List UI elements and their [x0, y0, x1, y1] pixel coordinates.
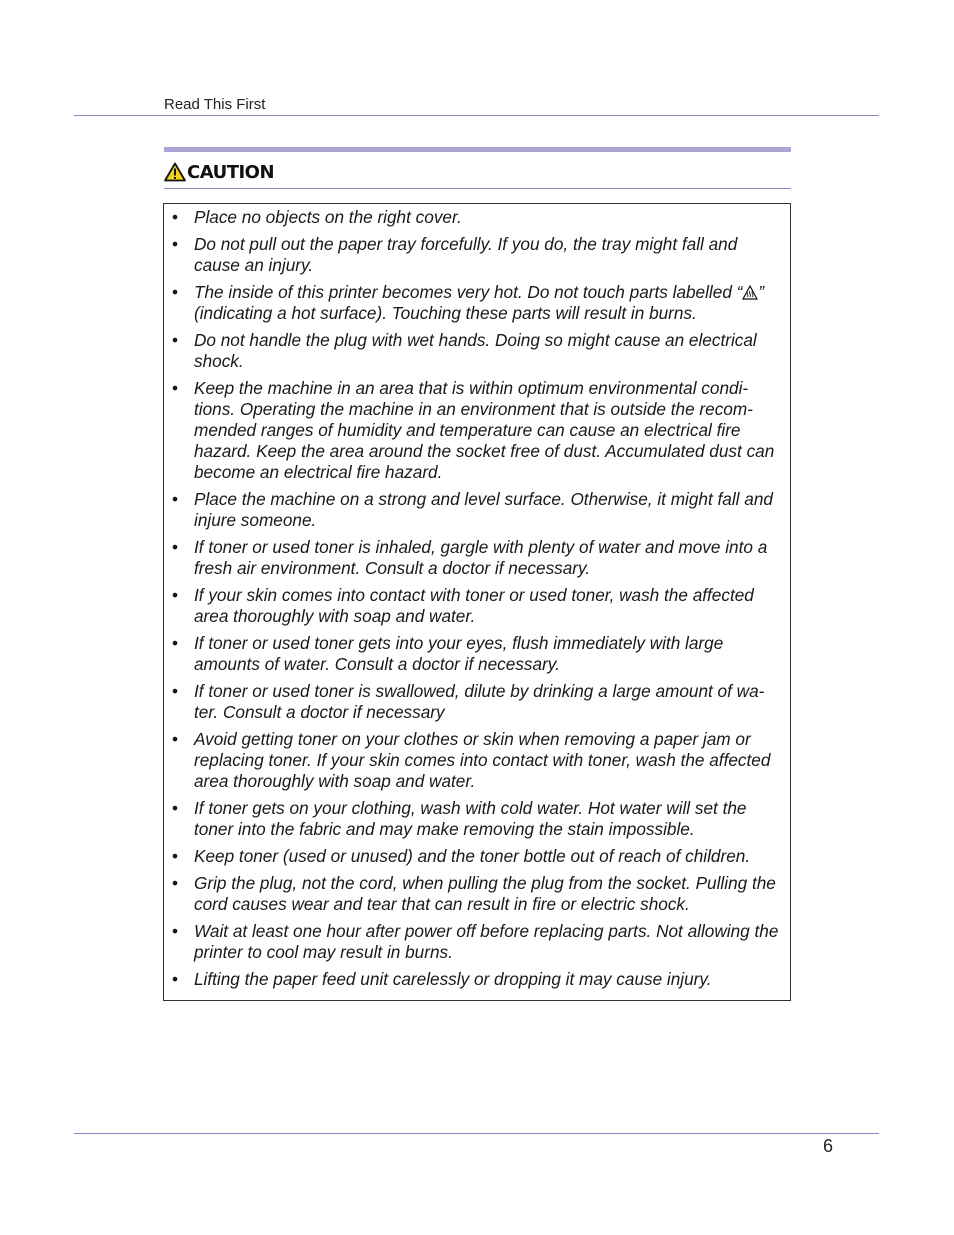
caution-item-text: Keep the machine in an area that is within optimum environmental condi-tions. Operating the machine in an environment that is outside the recom-mended ranges of humidity and temperature can cause an electrical fire hazard. Keep the area around the socket free of dust. Accumulated dust can become an electrical fire hazard.: [194, 378, 775, 482]
caution-item-text: Place no objects on the right cover.: [194, 207, 462, 227]
hot-surface-icon: [742, 285, 758, 300]
caution-heading: [164, 159, 274, 185]
caution-item-text: If toner or used toner is inhaled, gargle with plenty of water and move into a fresh air environment. Consult a doctor if necessary.: [194, 537, 768, 578]
caution-top-bar: [164, 147, 791, 152]
caution-item: [172, 729, 782, 792]
caution-item-text: Avoid getting toner on your clothes or skin when removing a paper jam or replacing toner. If your skin comes into contact with toner, wash the affected area thoroughly with soap and water.: [194, 729, 771, 791]
bullet-marker: •: [172, 330, 179, 350]
bullet-marker: •: [172, 729, 179, 749]
page-number: 6: [823, 1136, 834, 1156]
bullet-marker: •: [172, 846, 179, 866]
caution-item: [172, 489, 782, 531]
caution-item: [172, 378, 782, 483]
caution-item-text: Place the machine on a strong and level surface. Otherwise, it might fall and injure someone.: [194, 489, 773, 530]
bullet-marker: •: [172, 378, 179, 398]
caution-item: [172, 921, 782, 963]
caution-item: [172, 681, 782, 723]
bullet-marker: •: [172, 969, 179, 989]
caution-item: [172, 873, 782, 915]
caution-item-text: Wait at least one hour after power off before replacing parts. Not allowing the printer to cool may result in burns.: [194, 921, 779, 962]
caution-item: [172, 537, 782, 579]
bullet-marker: •: [172, 633, 179, 653]
bullet-marker: •: [172, 282, 179, 302]
bullet-marker: •: [172, 681, 179, 701]
bullet-marker: •: [172, 585, 179, 605]
footer-divider: [74, 1133, 879, 1134]
bullet-marker: •: [172, 537, 179, 557]
bullet-marker: •: [172, 798, 179, 818]
bullet-marker: •: [172, 489, 179, 509]
bullet-marker: •: [172, 207, 179, 227]
warning-triangle-icon: [164, 162, 186, 182]
caution-item-text: Keep toner (used or unused) and the toner bottle out of reach of children.: [194, 846, 751, 866]
caution-underline: [164, 188, 791, 189]
header-divider: [74, 115, 879, 116]
caution-item: [172, 234, 782, 276]
caution-item-text: Do not handle the plug with wet hands. Doing so might cause an electrical shock.: [194, 330, 757, 371]
caution-item: [172, 282, 782, 324]
caution-item-text: ” (indicating a hot surface). Touching these parts will result in burns.: [194, 282, 765, 323]
caution-item-text: Lifting the paper feed unit carelessly or dropping it may cause injury.: [194, 969, 712, 989]
caution-item: [172, 633, 782, 675]
caution-item-text: If toner gets on your clothing, wash with cold water. Hot water will set the toner into the fabric and may make removing the stain impossible.: [194, 798, 747, 839]
caution-item: [172, 207, 782, 228]
bullet-marker: •: [172, 873, 179, 893]
caution-item: [172, 585, 782, 627]
caution-item: [172, 330, 782, 372]
caution-item: [172, 969, 782, 990]
caution-item-text: Do not pull out the paper tray forcefully. If you do, the tray might fall and cause an injury.: [194, 234, 738, 275]
bullet-marker: •: [172, 234, 179, 254]
running-header: Read This First: [164, 96, 266, 113]
bullet-marker: •: [172, 921, 179, 941]
caution-item-text: Grip the plug, not the cord, when pulling the plug from the socket. Pulling the cord causes wear and tear that can result in fire or electric shock.: [194, 873, 776, 914]
caution-item-text: The inside of this printer becomes very hot. Do not touch parts labelled “: [194, 282, 743, 302]
caution-item-text: If toner or used toner is swallowed, dilute by drinking a large amount of wa-ter. Consult a doctor if necessary: [194, 681, 765, 722]
caution-box: [163, 203, 791, 1001]
caution-item-text: If toner or used toner gets into your eyes, flush immediately with large amounts of water. Consult a doctor if necessary.: [194, 633, 724, 674]
caution-item-text: If your skin comes into contact with toner or used toner, wash the affected area thoroughly with soap and water.: [194, 585, 754, 626]
caution-list: [164, 204, 790, 990]
caution-label: CAUTION: [187, 161, 275, 183]
caution-item: [172, 798, 782, 840]
caution-item: [172, 846, 782, 867]
